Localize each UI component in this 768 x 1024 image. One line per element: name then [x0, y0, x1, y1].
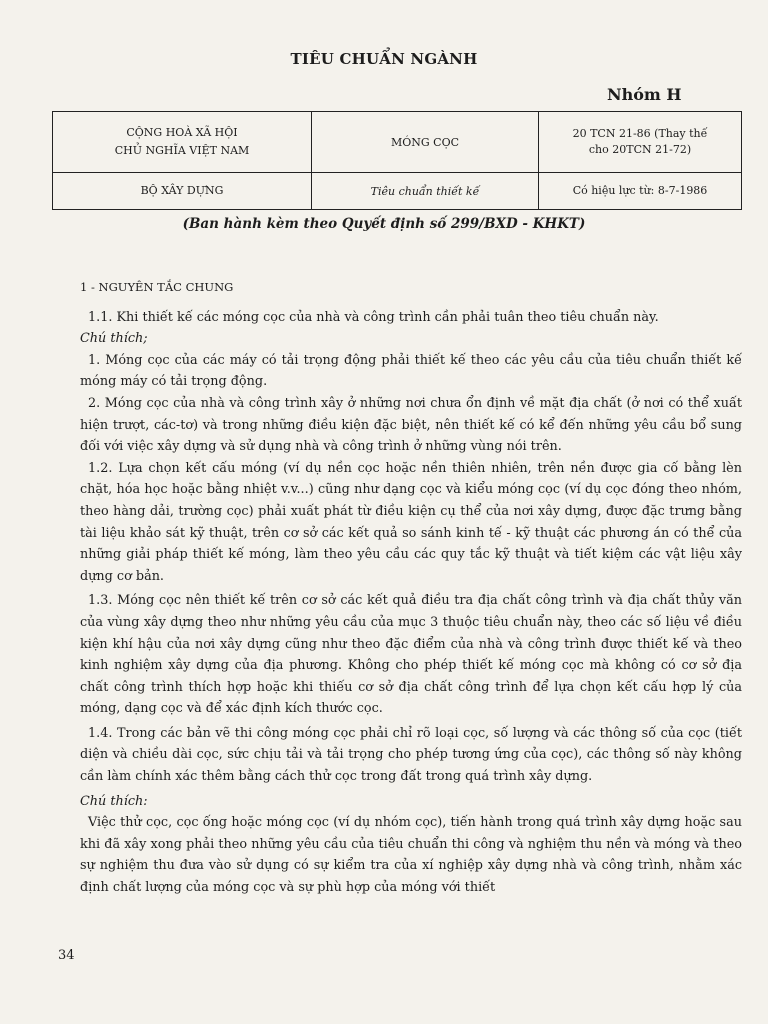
paragraph-1-2: 1.2. Lựa chọn kết cấu móng (ví dụ nền cọc hoặc nền thiên nhiên, trên nền được gia cố bằng lèn chặt, hóa học hoặc bằng nhiệt v.v...) cũng như dạng cọc và kiểu móng cọc (ví dụ cọc đóng theo nhóm, theo hàng dải, trường cọc) phải xuất phát từ điều kiện cụ thể của nơi xây dựng, được đặc trưng bằng tài liệu khảo sát kỹ thuật, trên cơ sở các kết quả so sánh kinh tế - kỹ thuật các phương án có thể của những giải pháp thiết kế móng, làm theo yêu cầu các quy tắc kỹ thuật và tiết kiệm các vật liệu xây dựng cơ bản.: [80, 460, 742, 584]
note-item: Việc thử cọc, cọc ống hoặc móng cọc (ví dụ nhóm cọc), tiến hành trong quá trình xây dựng hoặc sau khi đã xây xong phải theo những yêu cầu của tiêu chuẩn thi công và nghiệm thu nền và móng và theo sự nghiệm thu đưa vào sử dụng có sự kiểm tra của xí nghiệp xây dựng nhà và công trình, nhằm xác định chất lượng của móng cọc và sự phù hợp của móng với thiết: [80, 815, 742, 896]
paragraph-1-4: 1.4. Trong các bản vẽ thi công móng cọc phải chỉ rõ loại cọc, số lượng và các thông số của cọc (tiết diện và chiều dài cọc, sức chịu tải và tải trọng cho phép tương ứng của cọc), các thông số này không cần làm chính xác thêm bằng cách thử cọc trong đất trong quá trình xây dựng.: [80, 725, 742, 785]
document-title: TIÊU CHUẨN NGÀNH: [290, 50, 478, 68]
document-body: [80, 277, 742, 899]
header-row: [53, 173, 742, 210]
header-cell-subject: [312, 112, 539, 173]
country-line-1: CỘNG HOÀ XÃ HỘI: [126, 126, 238, 140]
header-cell-ministry: [53, 173, 312, 210]
section-heading: 1 - NGUYÊN TẮC CHUNG: [80, 280, 234, 294]
effective-date: Có hiệu lực từ: 8-7-1986: [572, 184, 708, 198]
page-number: 34: [58, 948, 75, 963]
note-label: Chú thích;: [80, 331, 148, 347]
header-cell-code: [539, 112, 742, 173]
country-line-2: CHỦ NGHĨA VIỆT NAM: [114, 144, 250, 157]
header-table: [52, 111, 742, 210]
standard-type: Tiêu chuẩn thiết kế: [370, 184, 480, 198]
decree-line: (Ban hành kèm theo Quyết định số 299/BXD - KHKT): [182, 216, 586, 232]
standard-code-line-1: 20 TCN 21-86 (Thay thế: [572, 127, 708, 141]
header-row: [53, 112, 742, 173]
paragraph-1-3: 1.3. Móng cọc nên thiết kế trên cơ sở các kết quả điều tra địa chất công trình và địa chất thủy văn của vùng xây dựng theo như những yêu cầu của mục 3 thuộc tiêu chuẩn này, theo các số liệu về điều kiện khí hậu của nơi xây dựng cũng như theo đặc điểm của nhà và công trình được thiết kế và theo kinh nghiệm xây dựng của địa phương. Không cho phép thiết kế móng cọc mà không có cơ sở địa chất công trình thích hợp hoặc khi thiếu cơ sở địa chất công trình để lựa chọn kết cấu hợp lý của móng, dạng cọc và để xác định kích thước cọc.: [80, 593, 742, 717]
header-cell-effective-date: [539, 173, 742, 210]
note-label: Chú thích:: [80, 793, 148, 809]
standard-code-line-2: cho 20TCN 21-72): [588, 143, 692, 156]
paragraph-1-1: 1.1. Khi thiết kế các móng cọc của nhà và công trình cần phải tuân theo tiêu chuẩn này.: [88, 309, 659, 325]
subject-title: MÓNG CỌC: [390, 135, 460, 149]
note-item: 2. Móng cọc của nhà và công trình xây ở những nơi chưa ổn định về mặt địa chất (ở nơi có thể xuất hiện trượt, các-tơ) và trong những điều kiện đặc biệt, nên thiết kế có kể đến những yêu cầu bổ sung đối với việc xây dựng và sử dụng nhà và công trình ở những vùng nói trên.: [80, 395, 742, 455]
group-label: Nhóm H: [607, 85, 682, 104]
header-cell-standard-type: [312, 173, 539, 210]
header-cell-country: [53, 112, 312, 173]
note-item: 1. Móng cọc của các máy có tải trọng động phải thiết kế theo các yêu cầu của tiêu chuẩn thiết kế móng máy có tải trọng động.: [80, 352, 742, 390]
ministry-name: BỘ XÂY DỰNG: [140, 184, 224, 198]
